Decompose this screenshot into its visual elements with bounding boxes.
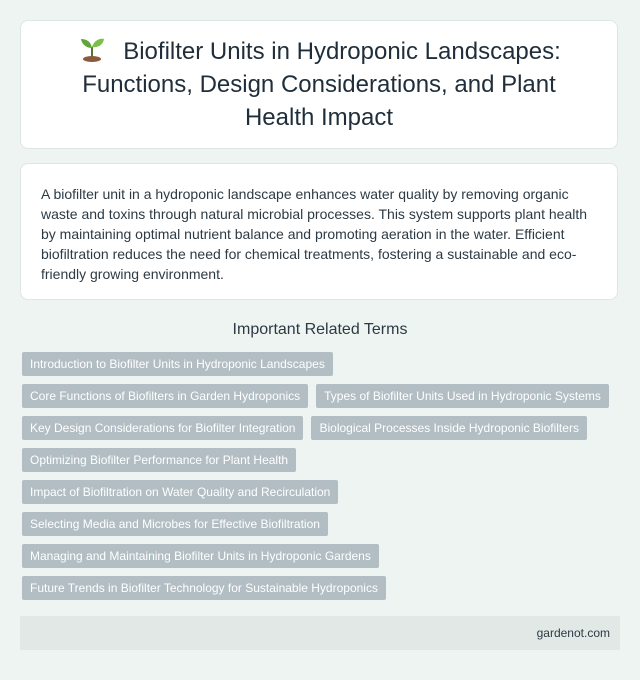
tag-row bbox=[22, 512, 622, 536]
related-term-tag[interactable]: Managing and Maintaining Biofilter Units in Hydroponic Gardens bbox=[22, 544, 379, 568]
footer-site-link[interactable]: gardenot.com bbox=[536, 626, 610, 640]
tag-row bbox=[22, 384, 622, 408]
tag-row bbox=[22, 448, 622, 472]
tag-row bbox=[22, 544, 622, 568]
related-term-tag[interactable]: Selecting Media and Microbes for Effective Biofiltration bbox=[22, 512, 328, 536]
page-title bbox=[45, 35, 593, 134]
tag-row bbox=[22, 576, 622, 600]
related-term-tag[interactable]: Introduction to Biofilter Units in Hydroponic Landscapes bbox=[22, 352, 333, 376]
related-term-tag[interactable]: Key Design Considerations for Biofilter Integration bbox=[22, 416, 303, 440]
related-terms-list bbox=[22, 352, 622, 608]
tag-row bbox=[22, 416, 622, 440]
related-term-tag[interactable]: Core Functions of Biofilters in Garden Hydroponics bbox=[22, 384, 308, 408]
sprout-icon bbox=[77, 36, 107, 62]
related-terms-heading: Important Related Terms bbox=[232, 321, 408, 338]
summary-text: A biofilter unit in a hydroponic landscape enhances water quality by removing organic waste and toxins through natural microbial processes. This system supports plant health by maintaining optimal nutrient balance and promoting aeration in the water. Efficient biofiltration reduces the need for chemical treatments, fostering a sustainable and eco-friendly growing environment. bbox=[41, 186, 588, 282]
tag-row bbox=[22, 480, 622, 504]
related-term-tag[interactable]: Types of Biofilter Units Used in Hydroponic Systems bbox=[316, 384, 609, 408]
related-term-tag[interactable]: Biological Processes Inside Hydroponic Biofilters bbox=[311, 416, 586, 440]
title-card bbox=[20, 20, 618, 149]
related-term-tag[interactable]: Impact of Biofiltration on Water Quality and Recirculation bbox=[22, 480, 338, 504]
tag-row bbox=[22, 352, 622, 376]
summary-card bbox=[20, 163, 618, 300]
page-title-text: Biofilter Units in Hydroponic Landscapes: Functions, Design Considerations, and Plant Health Impact bbox=[82, 38, 561, 131]
related-term-tag[interactable]: Future Trends in Biofilter Technology for Sustainable Hydroponics bbox=[22, 576, 386, 600]
footer bbox=[20, 616, 620, 650]
related-term-tag[interactable]: Optimizing Biofilter Performance for Plant Health bbox=[22, 448, 296, 472]
